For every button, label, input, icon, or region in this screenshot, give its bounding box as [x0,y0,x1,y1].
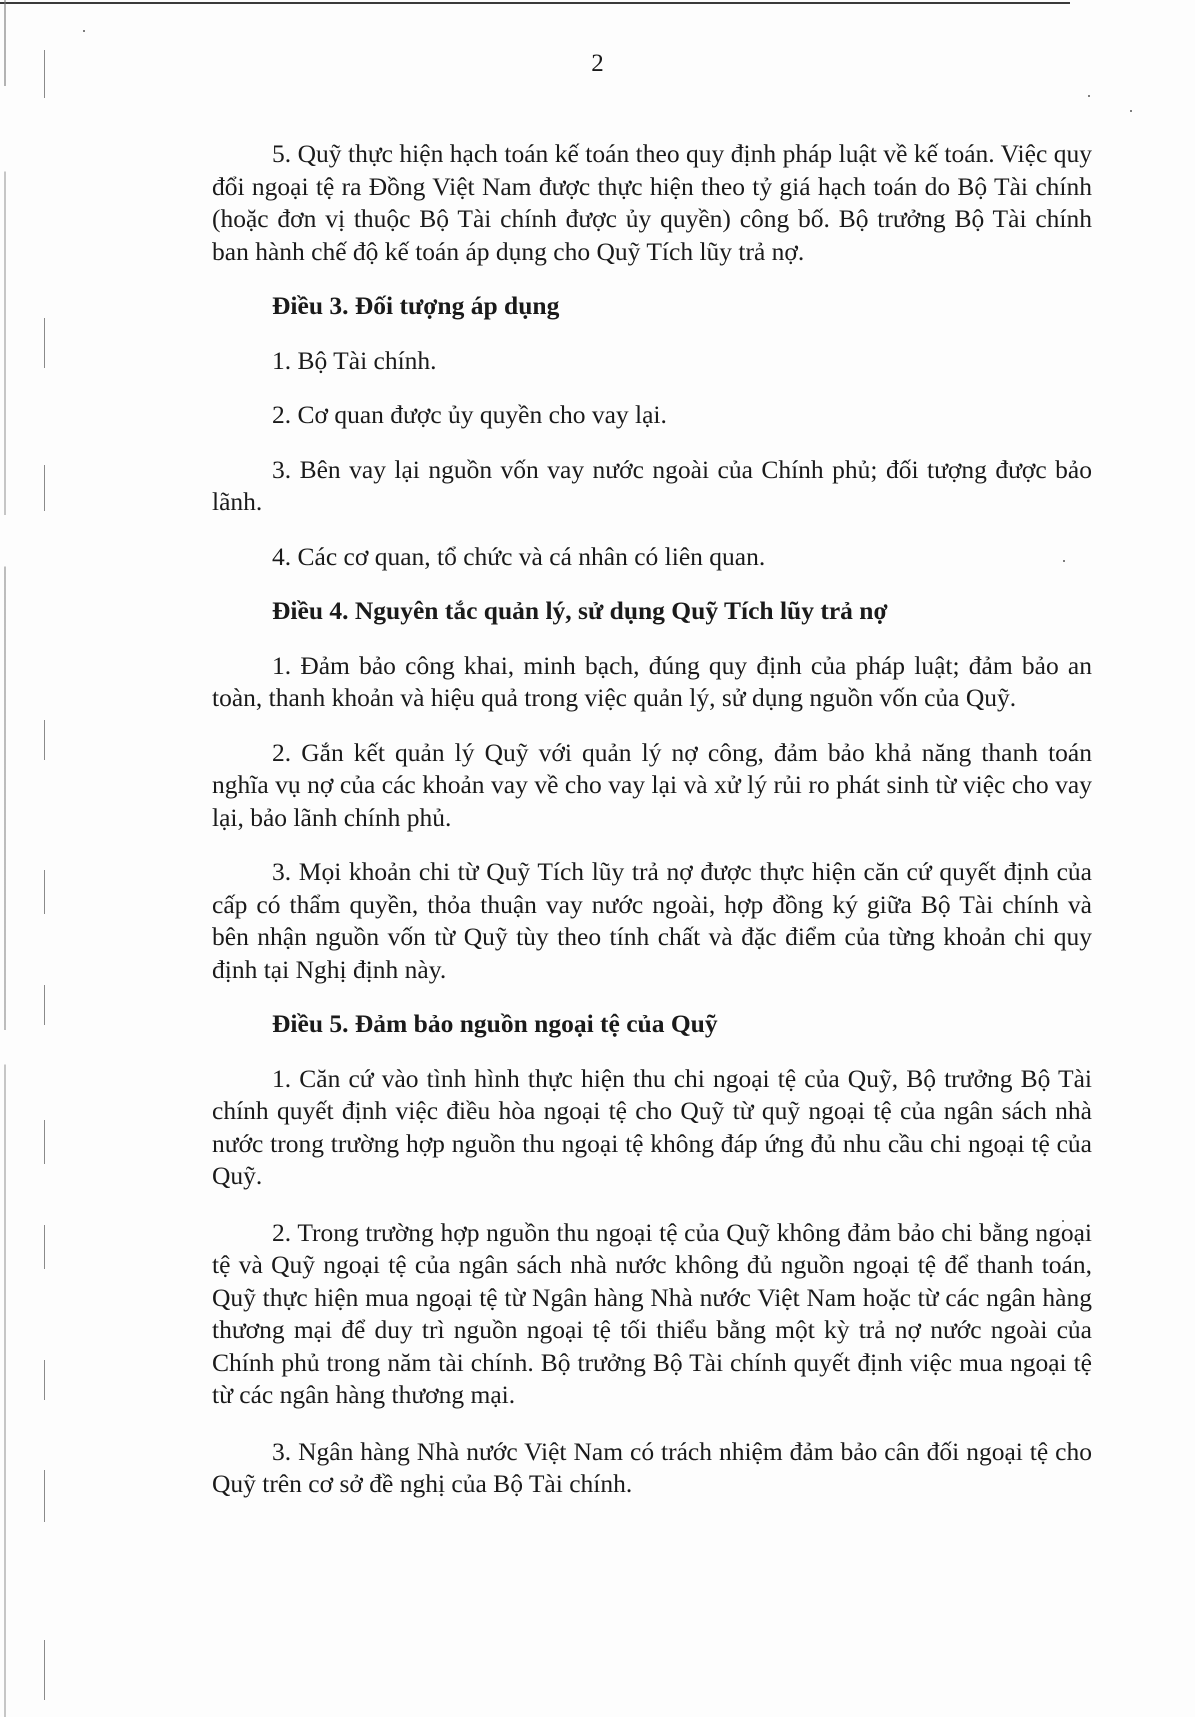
article-heading: Điều 4. Nguyên tắc quản lý, sử dụng Quỹ Tích lũy trả nợ [272,596,888,625]
paragraph: 2. Cơ quan được ủy quyền cho vay lại. [272,400,667,429]
margin-mark [44,318,45,368]
margin-mark [44,465,45,511]
margin-mark [44,1640,45,1700]
paragraph: 3. Bên vay lại nguồn vốn vay nước ngoài của Chính phủ; đối tượng được bảo lãnh. [212,454,1092,516]
margin-mark [44,985,45,1025]
paragraph: 2. Gắn kết quản lý Quỹ với quản lý nợ công, đảm bảo khả năng thanh toán nghĩa vụ nợ của các khoản vay về cho vay lại và xử lý rủi ro phát sinh từ việc cho vay lại, bảo lãnh chính phủ. [212,737,1092,832]
margin-mark [44,1360,45,1400]
paragraph: 1. Bộ Tài chính. [272,345,437,375]
paragraph: 1. Căn cứ vào tình hình thực hiện thu chi ngoại tệ của Quỹ, Bộ trưởng Bộ Tài chính quyết định việc điều hòa ngoại tệ cho Quỹ từ quỹ ngoại tệ của ngân sách nhà nước trong trường hợp nguồn thu ngoại tệ không đáp ứng đủ nhu cầu chi ngoại tệ của Quỹ. [212,1063,1092,1190]
article-heading: Điều 3. Đối tượng áp dụng [272,291,560,320]
margin-mark [44,870,45,914]
paragraph: 2. Trong trường hợp nguồn thu ngoại tệ của Quỹ không đảm bảo chi bằng ngoại tệ và Quỹ ngoại tệ của ngân sách nhà nước không đủ nguồn ngoại tệ để thanh toán, Quỹ thực hiện mua ngoại tệ từ Ngân hàng Nhà nước Việt Nam hoặc từ các ngân hàng thương mại để duy trì nguồn ngoại tệ tối thiểu bằng một kỳ trả nợ nước ngoài của Chính phủ trong năm tài chính. Bộ trưởng Bộ Tài chính quyết định việc mua ngoại tệ từ các ngân hàng thương mại. [212,1217,1092,1409]
paragraph: 3. Ngân hàng Nhà nước Việt Nam có trách nhiệm đảm bảo cân đối ngoại tệ cho Quỹ trên cơ sở đề nghị của Bộ Tài chính. [212,1436,1092,1498]
paragraph: 3. Mọi khoản chi từ Quỹ Tích lũy trả nợ được thực hiện căn cứ quyết định của cấp có thẩm quyền, thỏa thuận vay nước ngoài, hợp đồng ký giữa Bộ Tài chính và bên nhận nguồn vốn từ Quỹ tùy theo tính chất và đặc điểm của từng khoản chi quy định tại Nghị định này. [212,857,1092,984]
scan-speck [1130,110,1132,112]
document-body [212,138,1092,1501]
article-heading: Điều 5. Đảm bảo nguồn ngoại tệ của Quỹ [272,1009,718,1038]
page-number: 2 [591,50,604,77]
margin-mark [44,1225,45,1269]
paragraph: 4. Các cơ quan, tổ chức và cá nhân có liên quan. [272,541,766,571]
scan-speck [83,30,85,32]
margin-mark [44,1120,45,1164]
margin-mark [44,1470,45,1522]
scan-border-line [0,2,1070,4]
paragraph: 5. Quỹ thực hiện hạch toán kế toán theo quy định pháp luật về kế toán. Việc quy đổi ngoại tệ ra Đồng Việt Nam được thực hiện theo tỷ giá hạch toán do Bộ Tài chính (hoặc đơn vị thuộc Bộ Tài chính được ủy quyền) công bố. Bộ trưởng Bộ Tài chính ban hành chế độ kế toán áp dụng cho Quỹ Tích lũy trả nợ. [212,139,1092,266]
paragraph: 1. Đảm bảo công khai, minh bạch, đúng quy định của pháp luật; đảm bảo an toàn, thanh khoản và hiệu quả trong việc quản lý, sử dụng nguồn vốn của Quỹ. [212,650,1092,712]
scan-speck [1088,95,1090,97]
margin-mark [44,720,45,760]
scan-left-edge [4,0,6,1717]
